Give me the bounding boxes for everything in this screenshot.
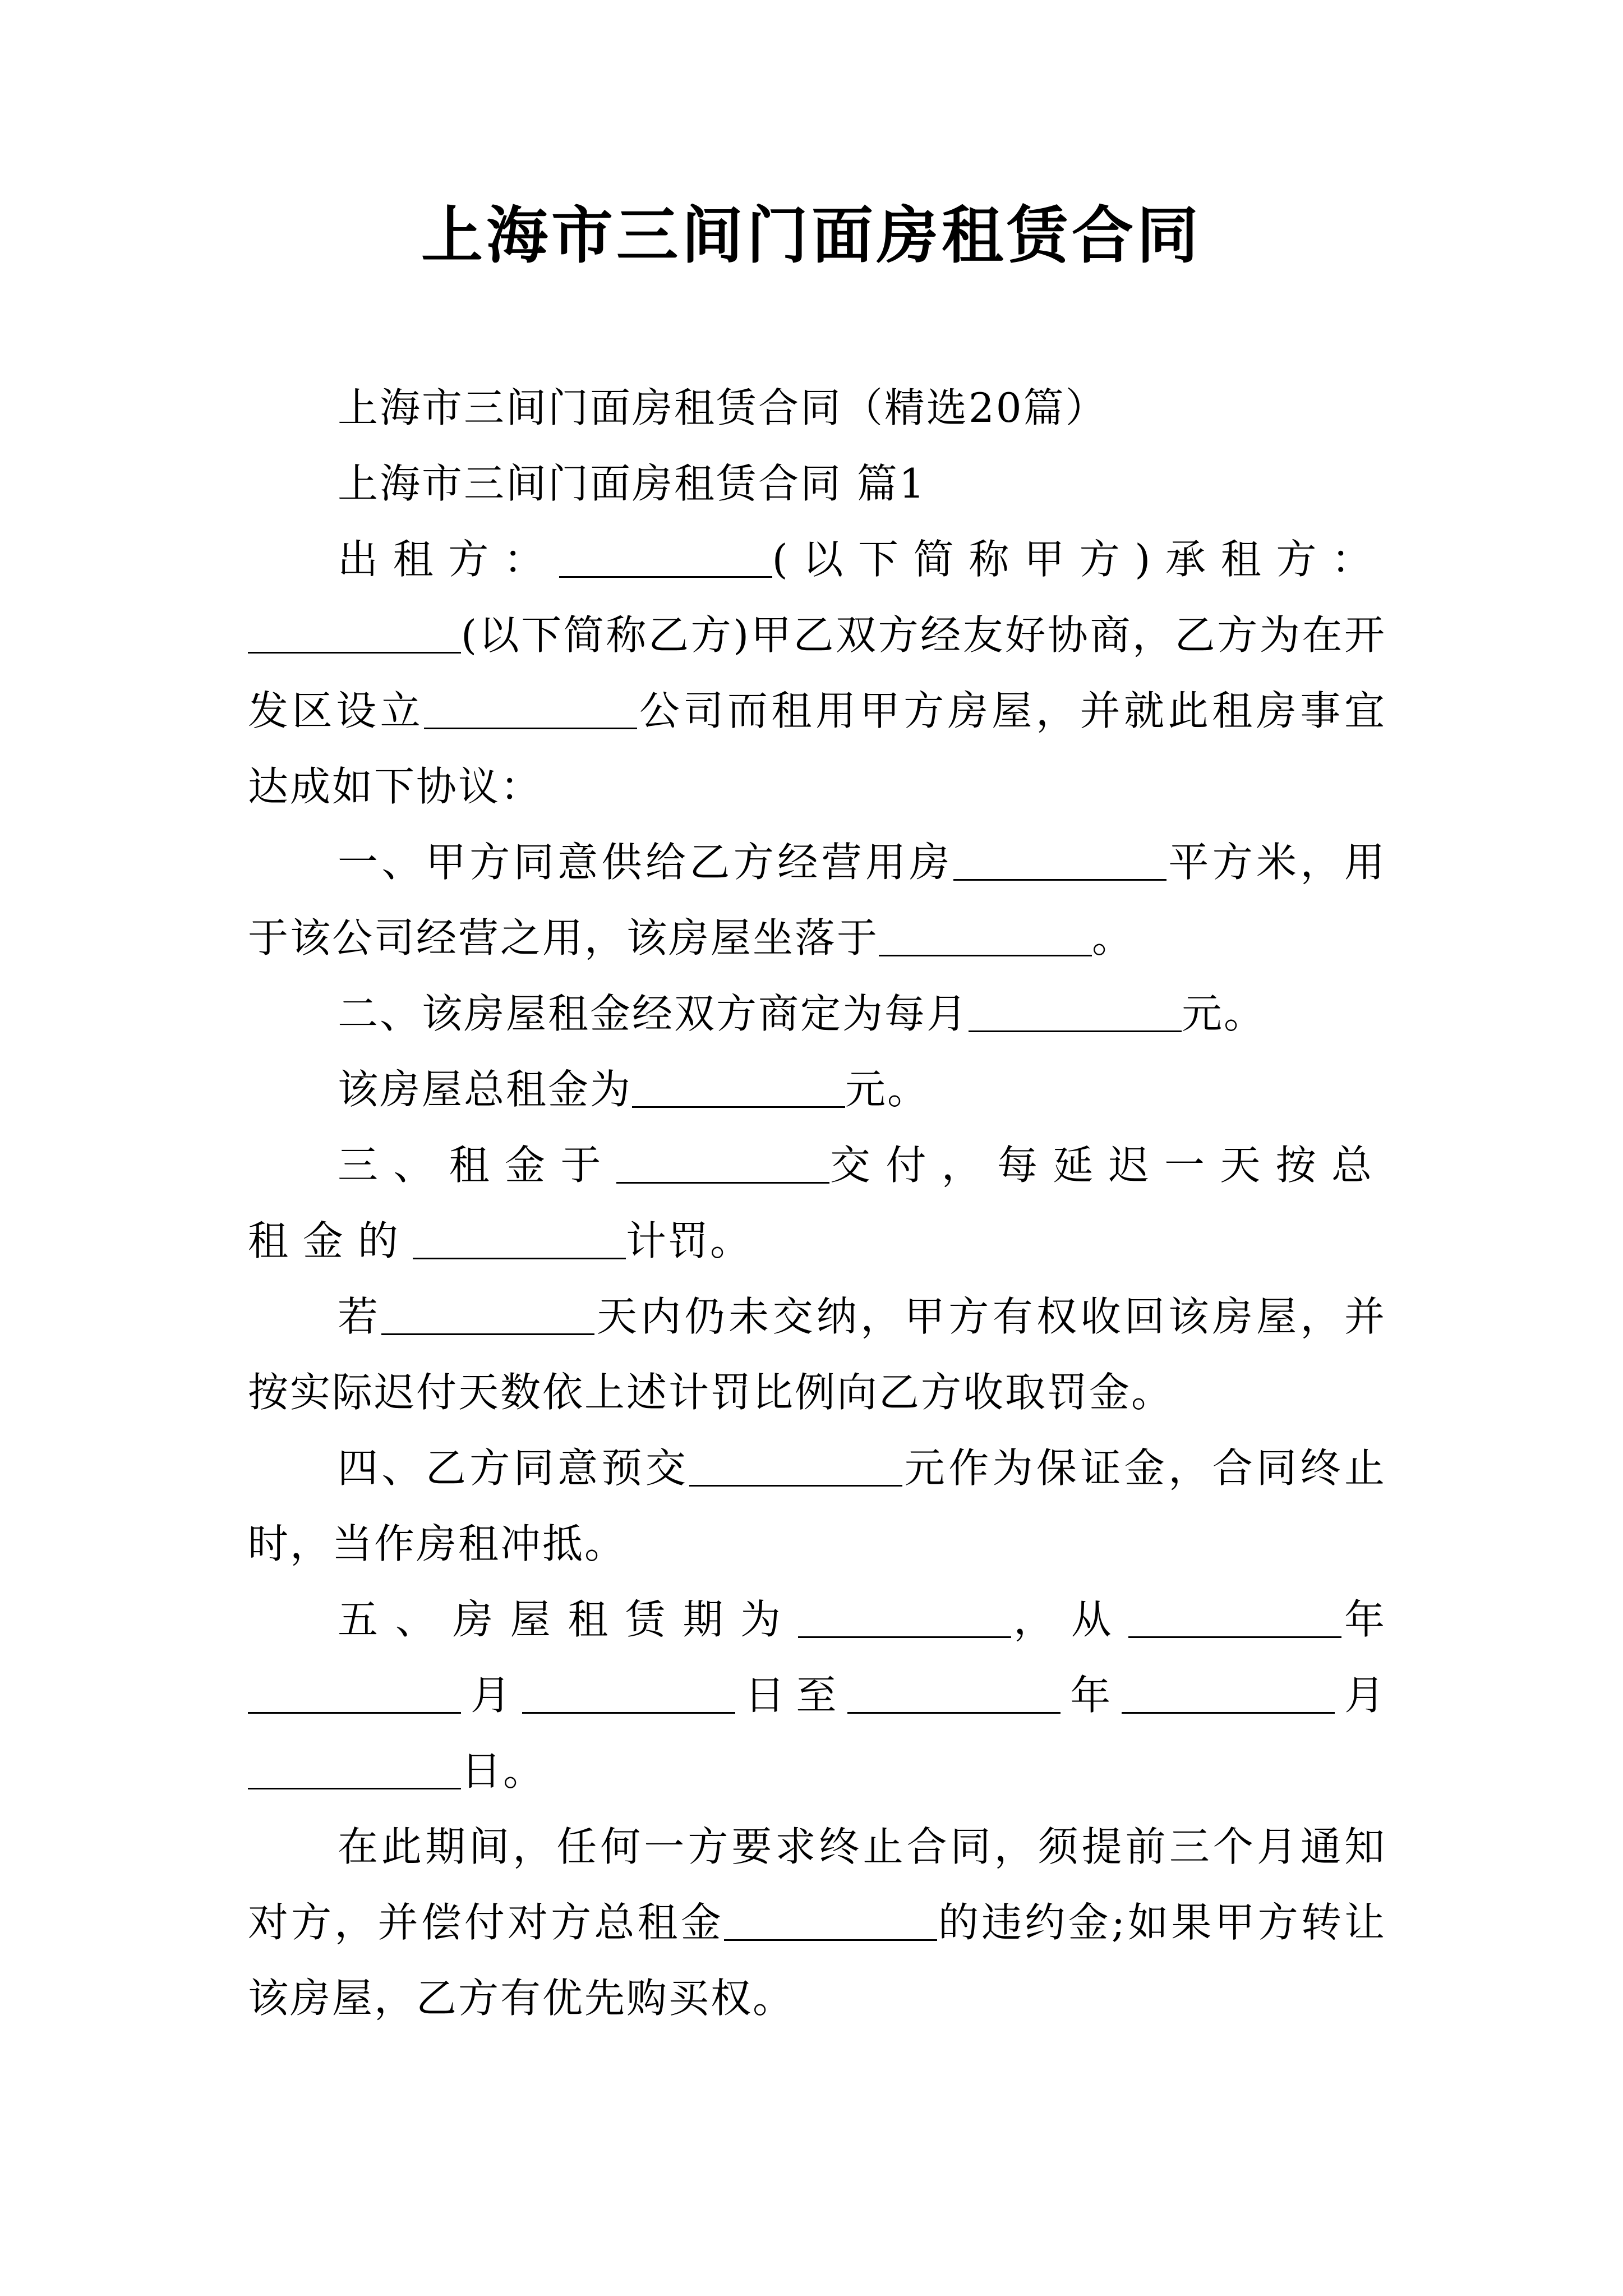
- blank-line: [424, 688, 637, 729]
- paragraph-text: 天内仍未交纳，甲方有权收回该房屋，并按实际迟付天数依上述计罚比例向乙方收取罚金。: [248, 1293, 1386, 1416]
- paragraph-text: 年: [1341, 1596, 1386, 1643]
- paragraph-text: 公司而租用甲方房屋，并就此租房事宜达成如下协议：: [248, 687, 1386, 810]
- clause-3-penalty: [248, 1279, 1386, 1430]
- clause-4: [248, 1430, 1386, 1582]
- blank-line: [798, 1597, 1011, 1638]
- blank-line: [559, 537, 772, 578]
- subtitle-text: 上海市三间门面房租赁合同（精选20篇）: [338, 384, 1108, 431]
- paragraph-text: 元。: [845, 1066, 930, 1113]
- paragraph-text: ，从: [1011, 1596, 1129, 1643]
- blank-line: [616, 1143, 829, 1184]
- paragraph-text: 交付，每延迟一天按总租金的: [248, 1142, 1386, 1264]
- paragraph-parties: [248, 522, 1386, 825]
- paragraph-text: 四、乙方同意预交: [338, 1444, 690, 1492]
- paragraph-text: 平方米，用于该公司经营之用，该房屋坐落于: [248, 839, 1386, 961]
- paragraph-text: 元作为保证金，合同终止时，当作房租冲抵。: [248, 1444, 1386, 1567]
- paragraph-text: 二、该房屋租金经双方商定为每月: [338, 990, 969, 1037]
- blank-line: [522, 1673, 735, 1714]
- paragraph-text: 月: [1335, 1672, 1386, 1719]
- document-body: [248, 370, 1386, 2036]
- blank-line: [632, 1067, 845, 1108]
- document-title: 上海市三间门面房租赁合同: [421, 199, 1202, 272]
- clause-2-total: [248, 1052, 1386, 1128]
- paragraph-text: 元。: [1182, 990, 1266, 1037]
- blank-line: [248, 1673, 461, 1714]
- lessor-label: 出租方：: [338, 536, 559, 583]
- blank-line: [953, 840, 1166, 881]
- paragraph-text: 一、甲方同意供给乙方经营用房: [338, 839, 953, 886]
- blank-line: [969, 991, 1182, 1032]
- section-heading-text: 上海市三间门面房租赁合同 篇1: [338, 460, 926, 507]
- paragraph-text: 计罚。: [626, 1217, 753, 1264]
- paragraph-text: 三、租金于: [338, 1142, 616, 1189]
- paragraph-text: 的违约金;如果甲方转让该房屋，乙方有优先购买权。: [248, 1899, 1386, 2022]
- paragraph-text: (以下简称乙方)甲乙双方经友好协商，乙方为在开发区设立: [248, 611, 1386, 734]
- paragraph-text: 五、房屋租赁期为: [338, 1596, 798, 1643]
- paragraph-text: 月: [461, 1672, 522, 1719]
- blank-line: [689, 1446, 902, 1487]
- blank-line: [1122, 1673, 1335, 1714]
- clause-1: [248, 825, 1386, 976]
- blank-line: [879, 915, 1092, 956]
- clause-5-termination: [248, 1809, 1386, 2036]
- paragraph-text: 日。: [461, 1747, 546, 1795]
- clause-2: [248, 976, 1386, 1052]
- paragraph-text: 在此期间，任何一方要求终止合同，须提前三个月通知对方，并偿付对方总租金: [248, 1823, 1386, 1946]
- paragraph-text: 日至: [735, 1672, 848, 1719]
- blank-line: [1128, 1597, 1341, 1638]
- blank-line: [381, 1294, 594, 1335]
- clause-5: [248, 1582, 1386, 1809]
- paragraph-text: 年: [1061, 1672, 1122, 1719]
- clause-3: [248, 1128, 1386, 1279]
- blank-line: [248, 1749, 461, 1789]
- section-heading: [248, 446, 1386, 522]
- paragraph-text: 。: [1092, 914, 1135, 961]
- blank-line: [847, 1673, 1061, 1714]
- lessee-label: (以下简称甲方)承租方：: [772, 536, 1386, 583]
- paragraph-text: 若: [338, 1293, 382, 1340]
- blank-line: [413, 1218, 626, 1259]
- blank-line: [248, 613, 461, 654]
- blank-line: [724, 1900, 937, 1941]
- paragraph-text: 该房屋总租金为: [338, 1066, 633, 1113]
- document-subtitle: [248, 370, 1386, 446]
